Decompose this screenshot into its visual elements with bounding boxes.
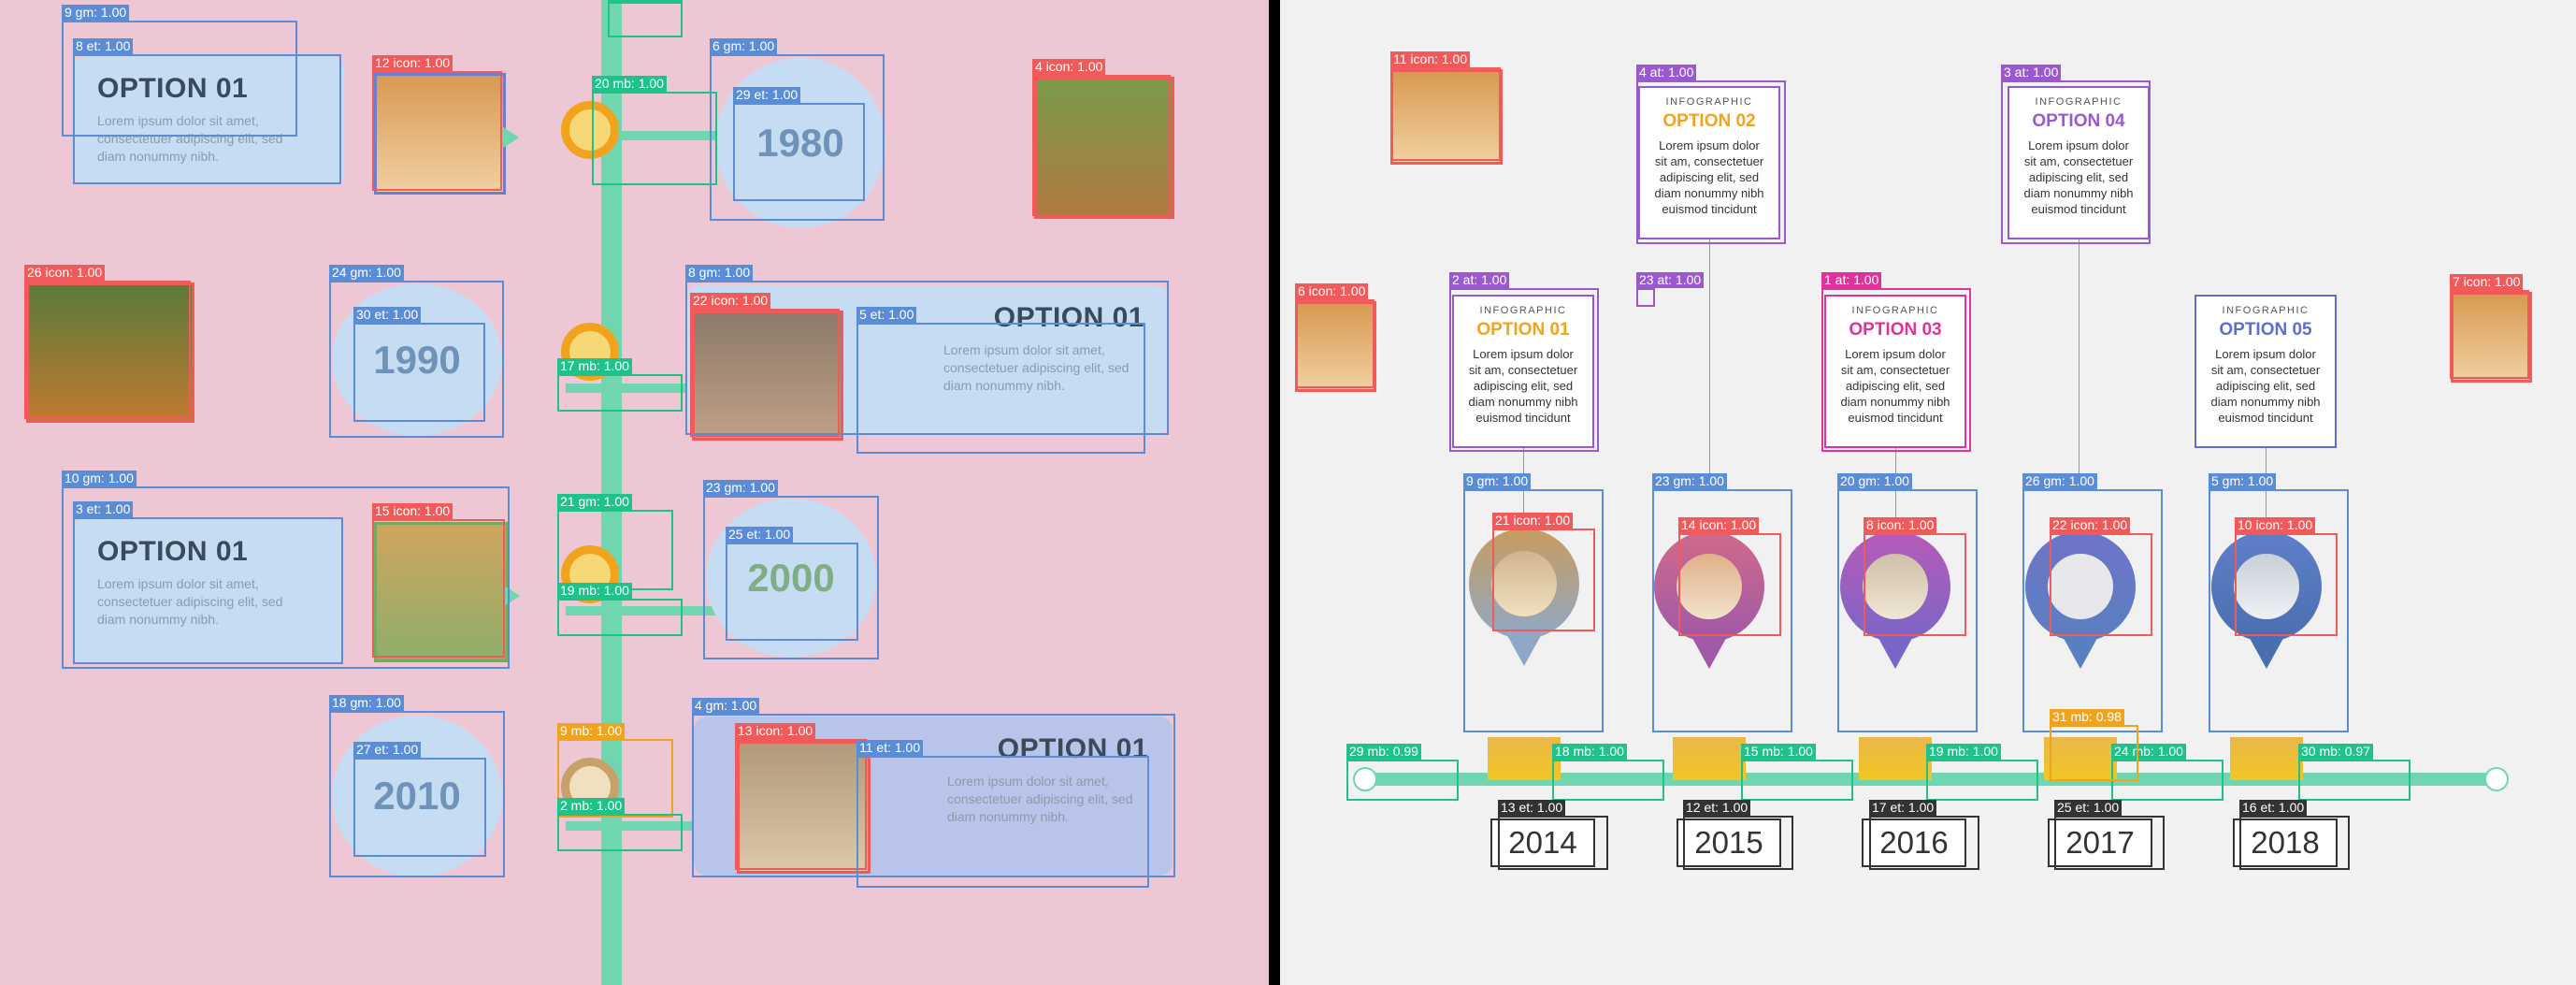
- detection-label-29: 29 mb: 0.99: [1346, 744, 1421, 760]
- right-cat-photo-top: [1390, 69, 1503, 165]
- right-card-1-text: Lorem ipsum dolor sit am, consectetuer adipiscing elit, sed diam nonummy nibh euismod tincidunt: [1468, 347, 1578, 425]
- detection-label-8b: 8 gm: 1.00: [685, 265, 753, 281]
- right-pin-4: [2025, 531, 2136, 642]
- right-pin-2-image: [1677, 554, 1742, 619]
- detection-label-4: 4 at: 1.00: [1636, 65, 1696, 80]
- detection-label-11: 11 et: 1.00: [856, 740, 923, 756]
- left-card-4-title: OPTION 01: [997, 733, 1148, 764]
- detection-label-6: 6 gm: 1.00: [710, 38, 777, 54]
- right-pin-5-image: [2234, 554, 2299, 619]
- right-year-5: 2018: [2233, 818, 2338, 867]
- right-yearbox-3: [1859, 737, 1932, 780]
- left-horse-photo: [1034, 77, 1174, 219]
- detection-label-11: 11 icon: 1.00: [1390, 51, 1470, 67]
- right-pin-1-point: [1504, 629, 1545, 666]
- left-card-2-text: Lorem ipsum dolor sit amet, consectetuer adipiscing elit, sed diam nonummy nibh.: [943, 342, 1130, 393]
- right-card-4: [2008, 86, 2150, 239]
- detection-label-2: 2 mb: 1.00: [557, 798, 625, 814]
- detection-label-10: 10 gm: 1.00: [62, 471, 137, 486]
- left-cat-photo-1: [374, 73, 506, 195]
- detection-label-19: 19 mb: 1.00: [557, 583, 632, 599]
- right-pin-4-point: [2060, 631, 2101, 669]
- detection-label-23: 23 gm: 1.00: [703, 480, 778, 496]
- left-card-3-text: Lorem ipsum dolor sit amet, consectetuer adipiscing elit, sed diam nonummy nibh.: [97, 576, 283, 627]
- detection-label-16: 16 et: 1.00: [2239, 800, 2307, 816]
- left-year-circle-2: [332, 283, 502, 436]
- right-card-1: [1452, 295, 1594, 448]
- left-card-3-title: OPTION 01: [97, 536, 249, 567]
- detection-label-25: 25 et: 1.00: [726, 527, 793, 543]
- left-card-4-text: Lorem ipsum dolor sit amet, consectetuer adipiscing elit, sed diam nonummy nibh.: [947, 774, 1133, 824]
- detection-label-30: 30 et: 1.00: [353, 307, 421, 323]
- right-pin-2: [1654, 531, 1764, 642]
- detection-label-18: 18 mb: 1.00: [1552, 744, 1627, 760]
- detection-label-24: 24 mb: 1.00: [2111, 744, 2186, 760]
- right-card-2-label: INFOGRAPHIC: [1665, 96, 1753, 108]
- left-cat-photo-2: [692, 311, 843, 441]
- left-node-3: [561, 545, 619, 603]
- detection-label-4b: 4 gm: 1.00: [692, 698, 759, 714]
- right-pin-3-image: [1863, 554, 1928, 619]
- right-pin-1: [1469, 529, 1579, 639]
- right-infographic-panel: [1280, 0, 2576, 985]
- detection-box-23: [1636, 272, 1702, 307]
- right-yearbox-2: [1673, 737, 1746, 780]
- right-stem-4: [2079, 239, 2080, 475]
- right-stem-1: [1523, 448, 1524, 537]
- left-tiger-photo: [26, 282, 194, 423]
- left-arrow-2: [503, 585, 520, 607]
- right-card-1-label: INFOGRAPHIC: [1479, 305, 1567, 316]
- detection-label-21: 21 icon: 1.00: [1492, 513, 1573, 529]
- right-pin-2-point: [1689, 631, 1730, 669]
- left-card-3: [73, 519, 344, 664]
- right-stem-2: [1709, 239, 1710, 475]
- left-year-2: 1990: [373, 337, 461, 382]
- detection-label-12: 12 icon: 1.00: [372, 55, 453, 71]
- left-card-1-title: OPTION 01: [97, 73, 249, 104]
- right-pin-5: [2211, 531, 2322, 642]
- detection-label-3: 3 et: 1.00: [73, 501, 133, 517]
- right-year-2: 2015: [1677, 818, 1781, 867]
- detection-label-26: 26 icon: 1.00: [24, 265, 105, 281]
- left-infographic-panel: [0, 0, 1269, 985]
- right-cat-photo-left: [1295, 301, 1376, 392]
- right-pin-5-point: [2246, 631, 2287, 669]
- right-pin-3-point: [1875, 631, 1916, 669]
- detection-label-4: 4 icon: 1.00: [1032, 59, 1105, 75]
- detection-label-10: 10 icon: 1.00: [2235, 517, 2315, 533]
- right-year-1: 2014: [1490, 818, 1595, 867]
- left-node-4: [561, 758, 619, 816]
- detection-label-19: 19 mb: 1.00: [1926, 744, 2001, 760]
- left-year-circle-4: [332, 716, 502, 876]
- right-card-5: [2195, 295, 2337, 448]
- right-yearbox-5: [2230, 737, 2303, 780]
- right-pin-4-gear-icon: [2048, 554, 2113, 619]
- detection-label-9b: 9 mb: 1.00: [557, 723, 625, 739]
- left-card-1-text: Lorem ipsum dolor sit amet, consectetuer adipiscing elit, sed diam nonummy nibh.: [97, 113, 283, 164]
- left-node-1: [561, 101, 619, 159]
- detection-label-30: 30 mb: 0.97: [2298, 744, 2373, 760]
- right-yearbox-1: [1488, 737, 1561, 780]
- detection-label-22: 22 icon: 1.00: [690, 293, 770, 309]
- right-stem-3: [1895, 448, 1896, 537]
- right-card-3-title: OPTION 03: [1849, 320, 1942, 340]
- left-arrow-1: [502, 126, 519, 149]
- detection-label-20: 20 mb: 1.00: [592, 76, 667, 92]
- detection-label-7: 7 icon: 1.00: [2450, 274, 2523, 290]
- detection-label-27: 27 et: 1.00: [353, 742, 421, 758]
- detection-label-25: 25 et: 1.00: [2054, 800, 2122, 816]
- right-yearbox-4: [2044, 737, 2117, 780]
- detection-label-22: 22 icon: 1.00: [2050, 517, 2130, 533]
- left-year-1: 1980: [756, 121, 844, 165]
- right-card-5-label: INFOGRAPHIC: [2222, 305, 2310, 316]
- right-pin-1-image: [1491, 551, 1557, 616]
- detection-label-2: 2 at: 1.00: [1449, 272, 1509, 288]
- left-year-circle-3: [706, 499, 876, 658]
- left-year-3: 2000: [747, 556, 835, 600]
- right-card-2-title: OPTION 02: [1662, 111, 1756, 131]
- detection-label-3: 3 at: 1.00: [2001, 65, 2061, 80]
- detection-label-13: 13 icon: 1.00: [735, 723, 815, 739]
- detection-label-13: 13 et: 1.00: [1498, 800, 1565, 816]
- detection-label-6: 6 icon: 1.00: [1295, 283, 1368, 299]
- detection-label-17: 17 mb: 1.00: [557, 358, 632, 374]
- detection-label-17: 17 et: 1.00: [1869, 800, 1936, 816]
- right-card-3-label: INFOGRAPHIC: [1851, 305, 1939, 316]
- detection-label-18: 18 gm: 1.00: [329, 695, 404, 711]
- right-card-4-text: Lorem ipsum dolor sit am, consectetuer adipiscing elit, sed diam nonummy nibh euismod tincidunt: [2023, 138, 2134, 216]
- right-card-4-title: OPTION 04: [2032, 111, 2125, 131]
- right-card-3-text: Lorem ipsum dolor sit am, consectetuer adipiscing elit, sed diam nonummy nibh euismod tincidunt: [1840, 347, 1950, 425]
- detection-label-20: 20 gm: 1.00: [1837, 473, 1912, 489]
- detection-label-29: 29 et: 1.00: [733, 87, 800, 103]
- right-card-5-text: Lorem ipsum dolor sit am, consectetuer adipiscing elit, sed diam nonummy nibh euismod tincidunt: [2210, 347, 2321, 425]
- detection-label-9: 9 gm: 1.00: [62, 5, 129, 21]
- detection-label-23: 23 at: 1.00: [1636, 272, 1704, 288]
- left-node-2: [561, 323, 619, 381]
- detection-label-31: 31 mb: 0.98: [2050, 709, 2124, 725]
- right-card-4-label: INFOGRAPHIC: [2035, 96, 2123, 108]
- detection-label-26: 26 gm: 1.00: [2022, 473, 2097, 489]
- right-card-1-title: OPTION 01: [1476, 320, 1570, 340]
- detection-label-23b: 23 gm: 1.00: [1652, 473, 1727, 489]
- left-card-2-title: OPTION 01: [993, 302, 1144, 333]
- detection-label-12: 12 et: 1.00: [1683, 800, 1750, 816]
- left-year-4: 2010: [373, 774, 461, 818]
- panel-divider: [1269, 0, 1280, 985]
- right-year-4: 2017: [2048, 818, 2152, 867]
- left-year-circle-1: [715, 58, 885, 228]
- left-dog-photo-2: [737, 741, 871, 874]
- right-stem-5: [2266, 448, 2267, 537]
- detection-label-21: 21 gm: 1.00: [557, 494, 632, 510]
- right-card-3: [1824, 295, 1966, 448]
- detection-label-5: 5 et: 1.00: [856, 307, 916, 323]
- left-card-1: [73, 56, 344, 185]
- right-cat-photo-right: [2451, 292, 2532, 383]
- left-connector-3: [566, 606, 715, 616]
- right-pin-3: [1840, 531, 1950, 642]
- right-year-3: 2016: [1862, 818, 1966, 867]
- detection-label-14: 14 icon: 1.00: [1678, 517, 1759, 533]
- right-rail-cap-left: [1353, 767, 1377, 791]
- right-card-2: [1638, 86, 1780, 239]
- detection-label-24: 24 gm: 1.00: [329, 265, 404, 281]
- left-dog-photo-1: [374, 522, 509, 662]
- detection-label-15: 15 icon: 1.00: [372, 503, 453, 519]
- right-card-2-text: Lorem ipsum dolor sit am, consectetuer adipiscing elit, sed diam nonummy nibh euismod tincidunt: [1654, 138, 1764, 216]
- detection-label-5: 5 gm: 1.00: [2209, 473, 2276, 489]
- right-rail-cap-right: [2484, 767, 2509, 791]
- detection-label-9: 9 gm: 1.00: [1463, 473, 1531, 489]
- right-card-5-title: OPTION 05: [2219, 320, 2312, 340]
- detection-label-15: 15 mb: 1.00: [1741, 744, 1816, 760]
- detection-label-8: 8 icon: 1.00: [1864, 517, 1936, 533]
- left-connector-4: [566, 821, 715, 831]
- detection-label-8: 8 et: 1.00: [73, 38, 133, 54]
- detection-label-1: 1 at: 1.00: [1821, 272, 1881, 288]
